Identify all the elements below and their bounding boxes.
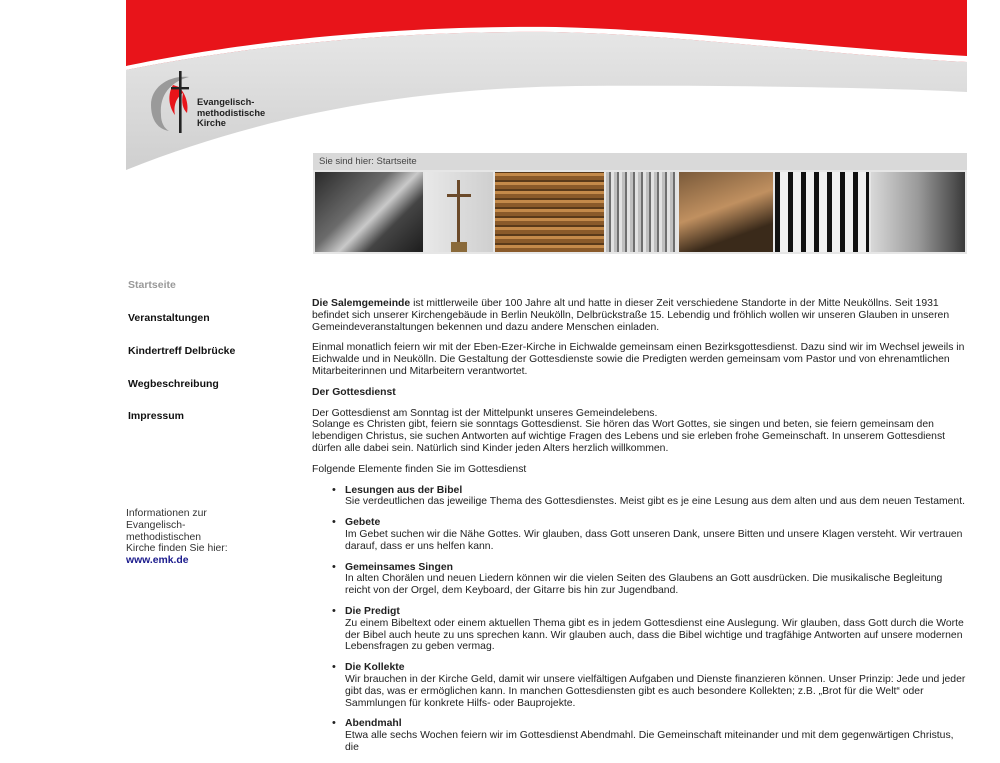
list-item bbox=[345, 718, 968, 753]
paragraph-gottesdienst bbox=[312, 408, 968, 455]
list-item bbox=[345, 562, 968, 597]
list-item-text: In alten Chorälen und neuen Liedern können wir die vielen Seiten des Glaubens an Gott ausdrücken. Die musikalische Begleitung reicht von der Orgel, dem Keyboard, der Gitarre bis hin zur Jugendband. bbox=[345, 573, 943, 597]
sidebar-info-line: Informationen zur bbox=[126, 508, 207, 519]
breadcrumb-text: Sie sind hier: Startseite bbox=[319, 156, 417, 167]
list-item-title: • Abendmahl bbox=[345, 718, 402, 730]
list-item-title: • Die Kollekte bbox=[345, 662, 405, 674]
list-item bbox=[345, 606, 968, 653]
nav-item-kindertreff[interactable]: Kindertreff Delbrücke bbox=[128, 345, 236, 357]
logo-line-2: methodistische bbox=[197, 107, 266, 118]
paragraph-line: Der Gottesdienst am Sonntag ist der Mittelpunkt unseres Gemeindelebens. bbox=[312, 407, 658, 419]
emk-link[interactable]: www.emk.de bbox=[126, 555, 189, 567]
list-item-title: • Lesungen aus der Bibel bbox=[345, 484, 463, 496]
list-item-text: Etwa alle sechs Wochen feiern wir im Gottesdienst Abendmahl. Die Gemeinschaft miteinander und mit dem gegenwärtigen Christus, die bbox=[345, 730, 954, 753]
section-heading: Der Gottesdienst bbox=[312, 386, 396, 398]
flame-cross-icon bbox=[143, 65, 203, 135]
photo-congregation bbox=[495, 172, 604, 252]
list-item-text: Zu einem Bibeltext oder einem aktuellen Thema gibt es in jedem Gottesdienst eine Auslegung. Wir glauben, dass Gott durch die Worte der Bibel auch heute zu uns sprechen kann. Wir glauben auch, dass die Bibel wichtige und tragfähige Antworten auf unsere modernen Lebensfragen zu geben vermag. bbox=[345, 617, 964, 653]
photo-organ-pipes bbox=[606, 172, 677, 252]
photo-cross-wall bbox=[425, 172, 493, 252]
list-item-title: • Gebete bbox=[345, 517, 381, 529]
list-item bbox=[345, 517, 968, 552]
intro-text: ist mittlerweile über 100 Jahre alt und hatte in dieser Zeit verschiedene Standorte in der Mitte Neuköllns. Seit 1931 befindet sich unserer Kirchengebäude in Berlin Neukölln, Delbrückstraße 15. Lebendig und fröhlich wollen wir unseren Glauben in unseren Gemeindeveranstaltungen bekennen und dazu andere Menschen einladen. bbox=[312, 298, 950, 333]
list-item-text: Wir brauchen in der Kirche Geld, damit wir unsere vielfältigen Aufgaben und Dienste finanzieren können. Unser Prinzip: Jede und jeder gibt das, was er ermöglichen kann. In manchen Gottesdiensten gibt es auch besondere Kollekten; z.B. „Brot für die Welt“ oder Sammlungen für konkrete Hilfs- oder Bauprojekte. bbox=[345, 673, 966, 709]
list-item-text: Sie verdeutlichen das jeweilige Thema des Gottesdienstes. Meist gibt es je eine Lesung aus dem alten und aus dem neuen Testament. bbox=[345, 496, 965, 508]
paragraph-elements-intro: Folgende Elemente finden Sie im Gottesdienst bbox=[312, 463, 527, 475]
nav-item-veranstaltungen[interactable]: Veranstaltungen bbox=[128, 312, 210, 324]
nav-item-impressum[interactable]: Impressum bbox=[128, 410, 185, 422]
list-item bbox=[345, 485, 968, 509]
intro-paragraph bbox=[312, 298, 968, 333]
nav-item-startseite[interactable]: Startseite bbox=[128, 279, 176, 291]
church-logo[interactable] bbox=[143, 65, 273, 135]
paragraph-line: Solange es Christen gibt, feiern sie sonntags Gottesdienst. Sie hören das Wort Gottes, sie singen und beten, sie feiern gemeinsam den lebendigen Christus, sie suchen Antworten auf wichtige Fragen des Lebens und sie erleben frohe Gemeinschaft. In unserem Gottesdienst dürfen alle dabei sein. Natürlich sind Kinder jeden Alters herzlich willkommen. bbox=[312, 419, 946, 454]
photo-strip bbox=[313, 170, 967, 254]
breadcrumb bbox=[313, 153, 967, 170]
list-item-title: • Die Predigt bbox=[345, 605, 400, 617]
paragraph-bezirksgottesdienst: Einmal monatlich feiern wir mit der Eben-Ezer-Kirche in Eichwalde gemeinsam einen Bezirksgottesdienst. Dazu sind wir im Wechsel jeweils in Eichwalde und in Neukölln. Die Gestaltung der Gottesdienste sowie die Predigten werden gemeinsam vom Pastor und von ehrenamtlichen Mitarbeiterinnen und Mitarbeitern verantwortet. bbox=[312, 342, 965, 377]
sidebar-info-line: Evangelisch- bbox=[126, 519, 186, 531]
main-content bbox=[312, 298, 968, 763]
photo-window-cross bbox=[775, 172, 869, 252]
sidebar-info bbox=[126, 508, 266, 567]
list-item bbox=[345, 662, 968, 709]
nav-item-wegbeschreibung[interactable]: Wegbeschreibung bbox=[128, 378, 219, 390]
intro-bold: Die Salemgemeinde bbox=[312, 298, 411, 309]
photo-keyboard bbox=[679, 172, 773, 252]
logo-text bbox=[197, 97, 265, 129]
logo-line-3: Kirche bbox=[197, 118, 226, 128]
sidebar-info-line: Kirche finden Sie hier: bbox=[126, 543, 228, 555]
logo-line-1: Evangelisch- bbox=[197, 97, 255, 107]
elements-list bbox=[312, 485, 968, 754]
sidebar-info-line: methodistischen bbox=[126, 531, 202, 543]
list-item-text: Im Gebet suchen wir die Nähe Gottes. Wir glauben, dass Gott unseren Dank, unsere Bitten und unsere Klagen versteht. Wir vertrauen darauf, dass er uns helfen kann. bbox=[345, 528, 963, 552]
photo-people-gathering bbox=[871, 172, 965, 252]
list-item-title: • Gemeinsames Singen bbox=[345, 561, 453, 573]
photo-church-interior bbox=[315, 172, 423, 252]
